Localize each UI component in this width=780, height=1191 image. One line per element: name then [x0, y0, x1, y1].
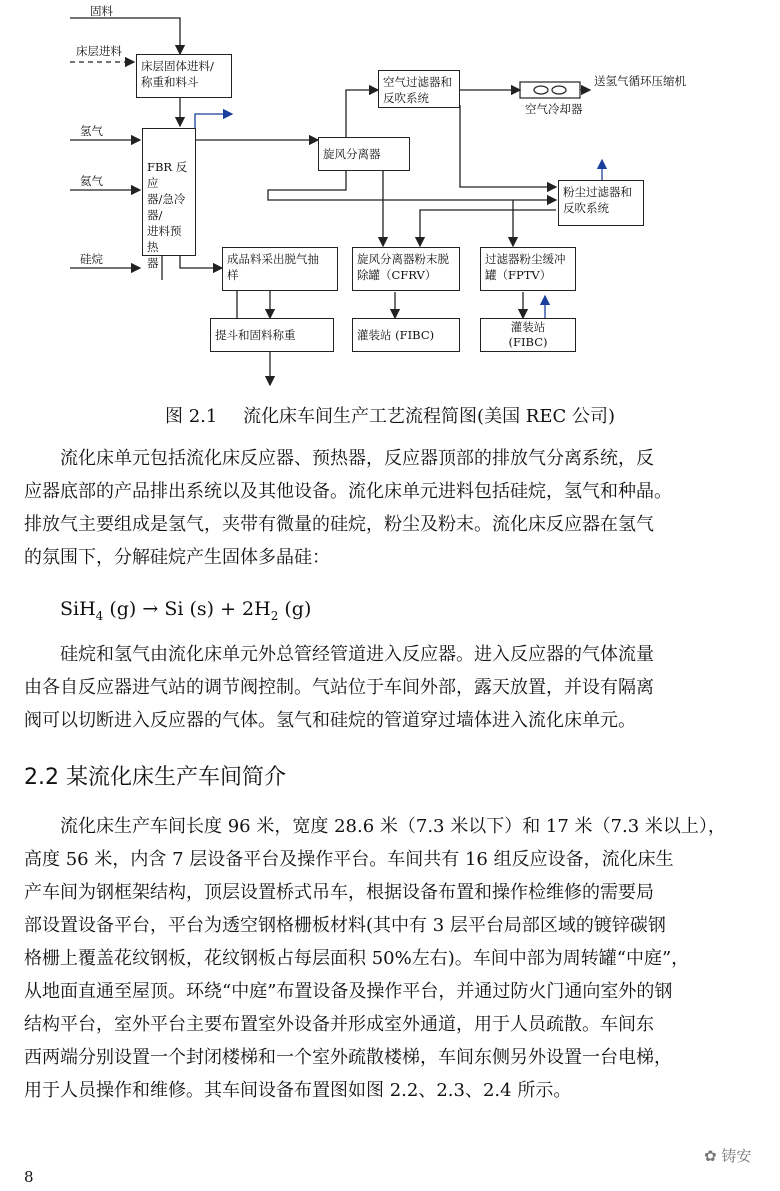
watermark: ✿ 铸安	[704, 1147, 752, 1165]
paragraph-line: 硅烷和氢气由流化床单元外总管经管道进入反应器。进入反应器的气体流量	[60, 644, 654, 665]
paragraph-line: 流化床生产车间长度 96 米，宽度 28.6 米（7.3 米以下）和 17 米（7.3 米以上），	[60, 816, 726, 837]
paragraph-1	[24, 442, 760, 574]
box-dust-filter: 粉尘过滤器和 反吹系统	[558, 180, 644, 226]
box-air-filter: 空气过滤器和 反吹系统	[378, 70, 460, 108]
paragraph-line: 的氛围下，分解硅烷产生固体多晶硅：	[24, 547, 330, 568]
label-to-compressor: 送氢气循环压缩机	[594, 74, 686, 88]
label-silane: 硅烷	[80, 252, 103, 266]
figure-number: 图 2.1	[164, 406, 218, 427]
paragraph-line: 应器底部的产品排出系统以及其他设备。流化床单元进料包括硅烷，氢气和种晶。	[24, 481, 672, 502]
label-guliao: 固料	[90, 4, 113, 18]
paragraph-line: 排放气主要组成是氢气，夹带有微量的硅烷，粉尘及粉末。流化床反应器在氢气	[24, 514, 654, 535]
label-helium: 氦气	[80, 174, 103, 188]
paragraph-line: 阀可以切断进入反应器的气体。氢气和硅烷的管道穿过墙体进入流化床单元。	[24, 710, 636, 731]
box-bed-solid-feed: 床层固体进料/ 称重和料斗	[136, 54, 232, 98]
paragraph-line: 由各自反应器进气站的调节阀控制。气站位于车间外部，露天放置，并设有隔离	[24, 677, 654, 698]
label-air-cooler: 空气冷却器	[525, 102, 583, 116]
box-fibc-2: 灌装站 (FIBC)	[480, 318, 576, 352]
paragraph-line: 西两端分别设置一个封闭楼梯和一个室外疏散楼梯，车间东侧另外设置一台电梯，	[24, 1047, 672, 1068]
paragraph-line: 部设置设备平台，平台为透空钢格栅板材料(其中有 3 层平台局部区域的镀锌碳钢	[24, 915, 666, 936]
process-flow-diagram	[0, 0, 780, 400]
box-cyclone: 旋风分离器	[318, 137, 410, 171]
label-bed-feed: 床层进料	[76, 44, 122, 58]
air-cooler-symbol	[520, 82, 580, 98]
paragraph-line: 从地面直通至屋顶。环绕“中庭”布置设备及操作平台，并通过防火门通向室外的钢	[24, 981, 673, 1002]
box-hopper-weighing: 提斗和固料称重	[210, 318, 334, 352]
label-hydrogen: 氢气	[80, 124, 103, 138]
box-product-degas: 成品料采出脱气抽 样	[222, 247, 338, 291]
wechat-icon: ✿	[704, 1147, 717, 1165]
paragraph-2	[24, 638, 760, 737]
box-cfrv: 旋风分离器粉末脱 除罐（CFRV）	[352, 247, 460, 291]
chemical-equation: SiH$_4$ (g) → Si $(s) + 2H_2$ (g)	[60, 598, 312, 623]
box-fptv: 过滤器粉尘缓冲 罐（FPTV）	[480, 247, 576, 291]
paragraph-line: 高度 56 米，内含 7 层设备平台及操作平台。车间共有 16 组反应设备，流化床生	[24, 849, 674, 870]
paragraph-line: 结构平台，室外平台主要布置室外设备并形成室外通道，用于人员疏散。车间东	[24, 1014, 654, 1035]
paragraph-line: 流化床单元包括流化床反应器、预热器，反应器顶部的排放气分离系统，反	[60, 448, 654, 469]
box-fibc-1: 灌装站 (FIBC)	[352, 318, 460, 352]
paragraph-line: 用于人员操作和维修。其车间设备布置图如图 2.2、2.3、2.4 所示。	[24, 1080, 572, 1101]
section-heading: 2.2 某流化床生产车间简介	[24, 765, 286, 790]
figure-caption	[0, 402, 780, 428]
page-number: 8	[24, 1168, 34, 1186]
paragraph-line: 产车间为钢框架结构，顶层设置桥式吊车，根据设备布置和操作检维修的需要局	[24, 882, 654, 903]
paragraph-3	[24, 810, 760, 1107]
paragraph-line: 格栅上覆盖花纹钢板，花纹钢板占每层面积 50%左右)。车间中部为周转罐“中庭”，	[24, 948, 690, 969]
figure-title: 流化床车间生产工艺流程简图(美国 REC 公司)	[243, 406, 616, 427]
box-fbr-reactor: FBR 反应 器/急冷器/ 进料预热 器	[142, 128, 196, 256]
